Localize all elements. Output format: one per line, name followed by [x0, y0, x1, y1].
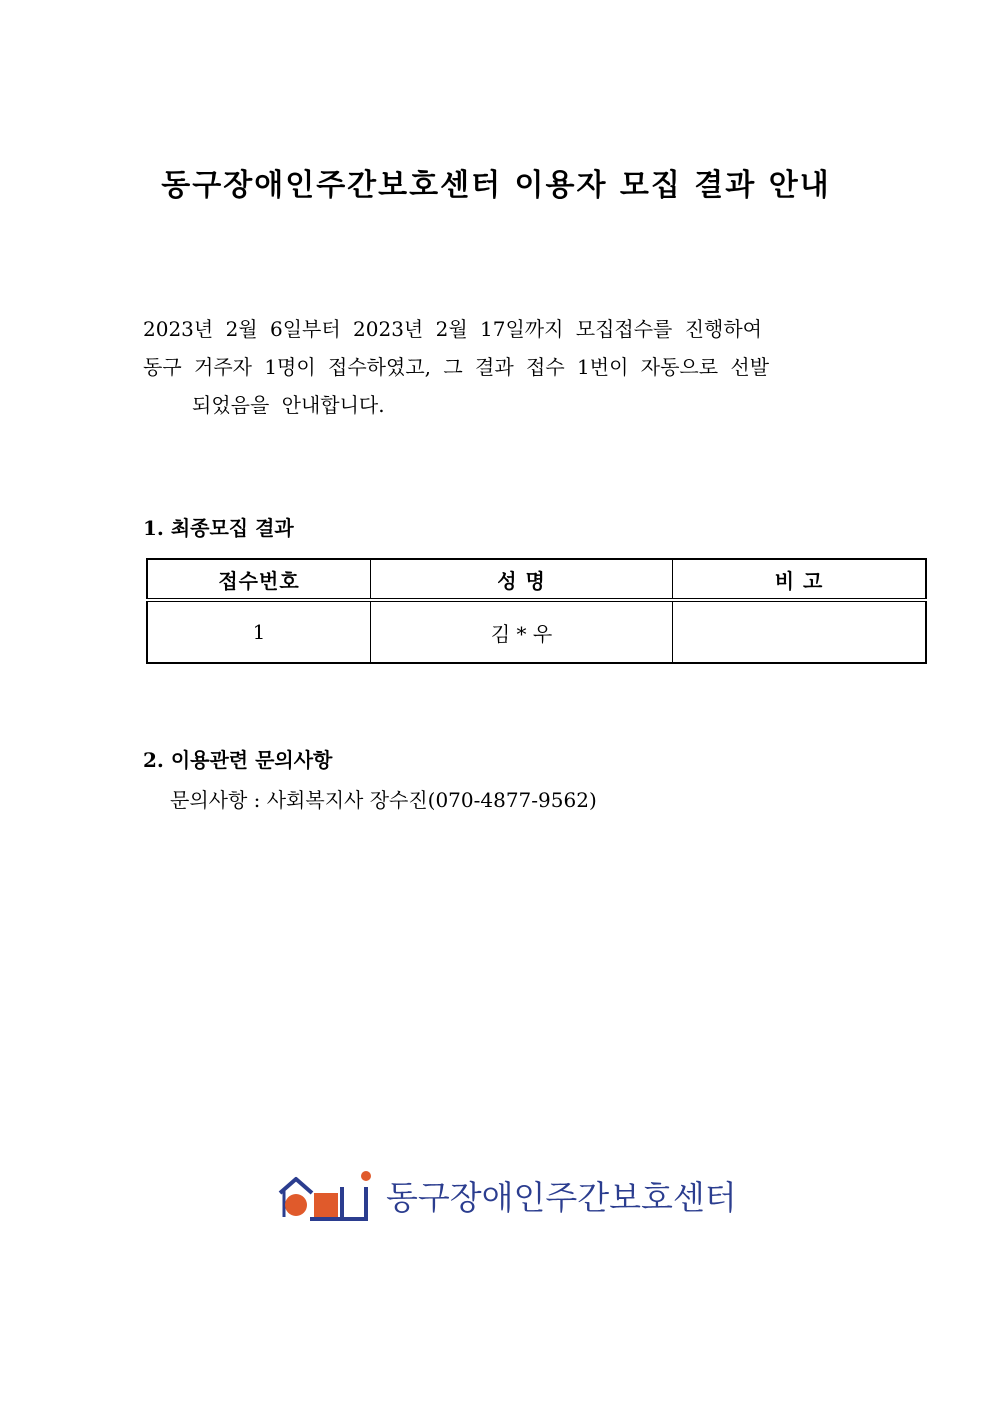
table-row: [147, 600, 926, 663]
header-cell-name: 성 명: [371, 559, 673, 600]
cell-receipt-number: 1: [147, 600, 371, 663]
footer-logo: [276, 1165, 737, 1225]
results-table: [146, 558, 927, 664]
table-header-row: [147, 559, 926, 600]
intro-line: 2023년 2월 6일부터 2023년 2월 17일까지 모집접수를 진행하여: [143, 317, 763, 341]
header-cell-receipt-number: 접수번호: [147, 559, 371, 600]
cell-name: 김 * 우: [371, 600, 673, 663]
section-title-results: 1. 최종모집 결과: [143, 516, 294, 540]
intro-line: 동구 거주자 1명이 접수하였고, 그 결과 접수 1번이 자동으로 선발: [143, 355, 770, 379]
intro-line: 되었음을 안내합니다.: [192, 393, 385, 417]
footer-org-name: 동구장애인주간보호센터: [386, 1177, 737, 1217]
header-cell-remarks: 비 고: [673, 559, 927, 600]
contact-info: 문의사항 : 사회복지사 장수진(070-4877-9562): [170, 788, 597, 812]
page-title: 동구장애인주간보호센터 이용자 모집 결과 안내: [161, 168, 831, 203]
section-title-inquiry: 2. 이용관련 문의사항: [143, 748, 333, 772]
cell-remarks: [673, 600, 927, 663]
intro-paragraph: [143, 310, 903, 424]
house-squares-logo-icon: [276, 1167, 376, 1223]
